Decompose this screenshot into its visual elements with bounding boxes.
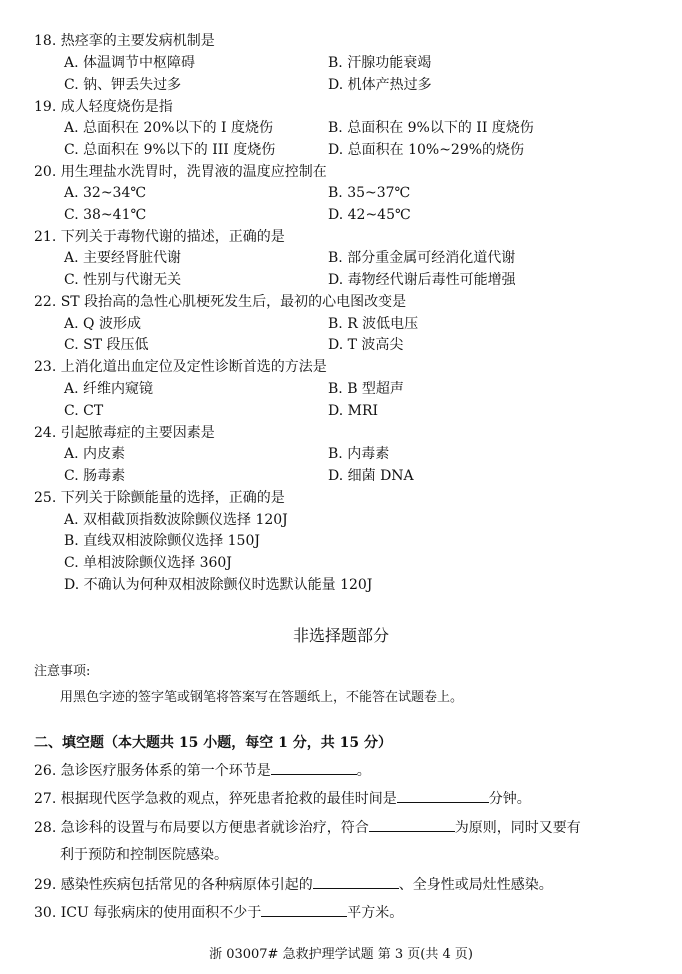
question-25-option-a: A. 双相截顶指数波除颤仪选择 120J (64, 512, 288, 528)
question-27-suffix: 分钟。 (488, 791, 531, 807)
question-23-option-a: A. 纤维内窥镜 (64, 381, 154, 397)
notice-heading: 注意事项: (34, 664, 91, 679)
question-18-option-c: C. 钠、钾丢失过多 (64, 77, 182, 93)
part-two-description: （本大题共 15 小题，每空 1 分，共 15 分） (104, 735, 392, 751)
question-20-option-d: D. 42~45℃ (328, 207, 411, 223)
question-22-stem: 22. ST 段抬高的急性心肌梗死发生后，最初的心电图改变是 (34, 294, 407, 310)
question-24-option-d: D. 细菌 DNA (328, 468, 414, 484)
question-24-option-c: C. 肠毒素 (64, 468, 126, 484)
question-21-option-b: B. 部分重金属可经消化道代谢 (328, 250, 516, 266)
question-25-option-d: D. 不确认为何种双相波除颤仪时选默认能量 120J (64, 577, 373, 593)
question-23-option-c: C. CT (64, 403, 104, 419)
question-20-stem: 20. 用生理盐水洗胃时，洗胃液的温度应控制在 (34, 164, 327, 180)
question-18-option-a: A. 体温调节中枢障碍 (64, 55, 196, 71)
question-20-option-c: C. 38~41℃ (64, 207, 147, 223)
question-25-option-c: C. 单相波除颤仪选择 360J (64, 555, 232, 571)
question-29-text: 29. 感染性疾病包括常见的各种病原体引起的 (34, 877, 313, 893)
question-30-text: 30. ICU 每张病床的使用面积不少于 (34, 905, 262, 921)
question-18-stem: 18. 热痉挛的主要发病机制是 (34, 33, 215, 49)
question-30 (34, 904, 403, 921)
question-26-suffix: 。 (356, 763, 371, 779)
question-21-option-a: A. 主要经肾脏代谢 (64, 250, 182, 266)
question-21-option-d: D. 毒物经代谢后毒性可能增强 (328, 272, 516, 288)
page-footer: 浙 03007# 急救护理学试题 第 3 页(共 4 页) (209, 947, 473, 962)
question-24-option-b: B. 内毒素 (328, 446, 390, 462)
question-24-option-a: A. 内皮素 (64, 446, 126, 462)
question-19-option-c: C. 总面积在 9%以下的 III 度烧伤 (64, 142, 276, 158)
question-28-continuation: 利于预防和控制医院感染。 (60, 847, 228, 863)
notice-body: 用黑色字迹的签字笔或钢笔将答案写在答题纸上，不能答在试题卷上。 (60, 690, 464, 705)
question-18-option-b: B. 汗腺功能衰竭 (328, 55, 432, 71)
question-19-option-a: A. 总面积在 20%以下的 I 度烧伤 (64, 120, 274, 136)
question-22-option-b: B. R 波低电压 (328, 316, 419, 332)
question-21-option-c: C. 性别与代谢无关 (64, 272, 182, 288)
question-22-option-c: C. ST 段压低 (64, 337, 149, 353)
question-22-option-a: A. Q 波形成 (64, 316, 141, 332)
question-29 (34, 876, 553, 893)
question-27-text: 27. 根据现代医学急救的观点，猝死患者抢救的最佳时间是 (34, 791, 397, 807)
question-27 (34, 790, 531, 807)
question-24-stem: 24. 引起脓毒症的主要因素是 (34, 425, 215, 441)
section-title: 非选择题部分 (292, 626, 389, 645)
question-28-suffix: 为原则，同时又要有 (454, 820, 581, 836)
question-20-option-b: B. 35~37℃ (328, 185, 411, 201)
question-29-suffix: 、全身性或局灶性感染。 (398, 877, 553, 893)
question-19-option-b: B. 总面积在 9%以下的 II 度烧伤 (328, 120, 534, 136)
question-19-option-d: D. 总面积在 10%~29%的烧伤 (328, 142, 525, 158)
question-23-option-b: B. B 型超声 (328, 381, 404, 397)
answer-blank (369, 819, 455, 832)
question-23-option-d: D. MRI (328, 403, 379, 419)
part-two-heading (34, 735, 392, 751)
question-28 (34, 819, 581, 836)
question-20-option-a: A. 32~34℃ (64, 185, 147, 201)
question-28-text: 28. 急诊科的设置与布局要以方便患者就诊治疗，符合 (34, 820, 369, 836)
answer-blank (313, 876, 399, 889)
part-two-label: 二、填空题 (34, 735, 104, 751)
question-25-option-b: B. 直线双相波除颤仪选择 150J (64, 533, 260, 549)
question-23-stem: 23. 上消化道出血定位及定性诊断首选的方法是 (34, 359, 327, 375)
question-18-option-d: D. 机体产热过多 (328, 77, 432, 93)
answer-blank (397, 790, 489, 803)
question-19-stem: 19. 成人轻度烧伤是指 (34, 99, 173, 115)
answer-blank (261, 904, 347, 917)
question-21-stem: 21. 下列关于毒物代谢的描述，正确的是 (34, 229, 285, 245)
question-26 (34, 762, 371, 779)
question-25-stem: 25. 下列关于除颤能量的选择，正确的是 (34, 490, 285, 506)
question-30-suffix: 平方米。 (347, 905, 404, 921)
question-26-text: 26. 急诊医疗服务体系的第一个环节是 (34, 763, 271, 779)
answer-blank (271, 762, 357, 775)
question-22-option-d: D. T 波高尖 (328, 337, 404, 353)
